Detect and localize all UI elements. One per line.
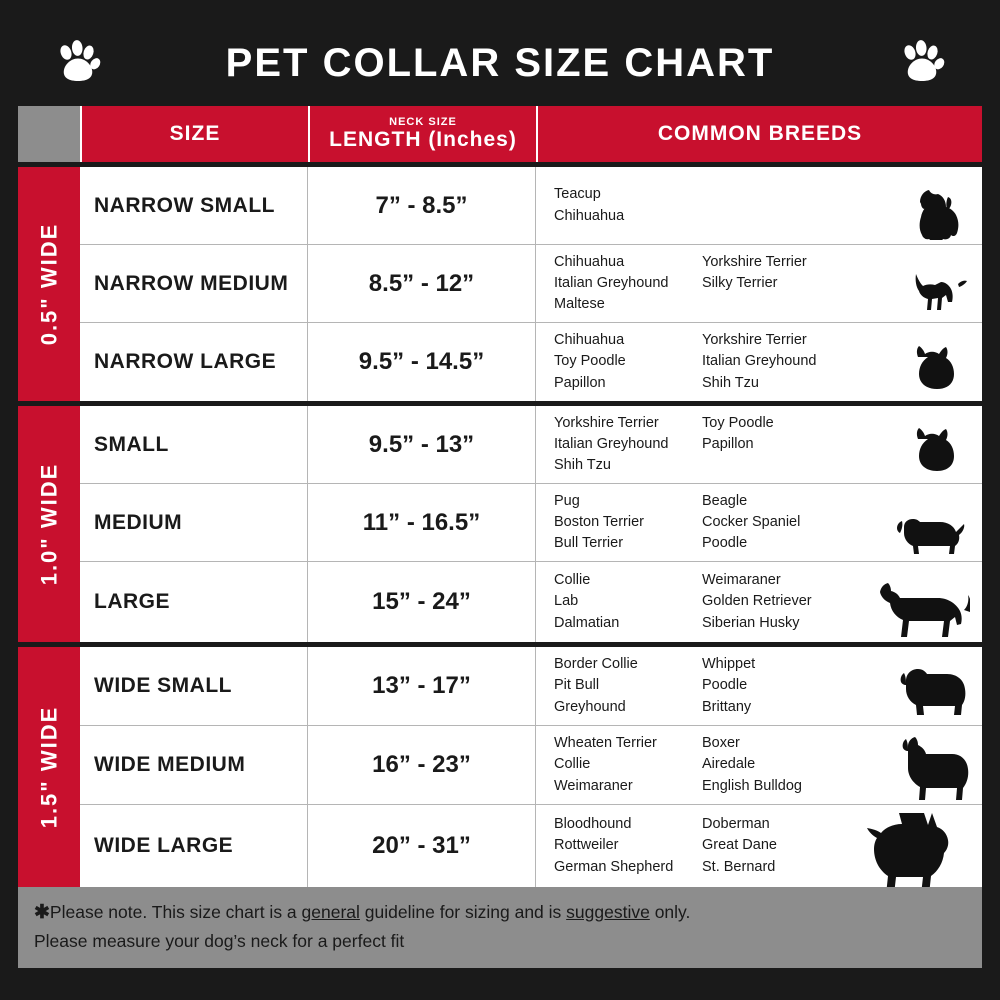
group-width-label — [18, 406, 80, 642]
chihuahua-silhouette — [850, 249, 970, 318]
breeds-column-2 — [702, 491, 850, 554]
boxer-silhouette — [850, 730, 970, 800]
row-size: LARGE — [80, 562, 308, 642]
breed-item: Cocker Spaniel — [702, 513, 801, 530]
row-size: NARROW SMALL — [80, 167, 308, 244]
header-size: SIZE — [80, 106, 308, 162]
group-width-text: 1.0" WIDE — [36, 462, 62, 586]
breed-item: Wheaten Terrier — [554, 735, 657, 752]
footer-line-2: Please measure your dog’s neck for a perfect fit — [34, 930, 405, 951]
row-size: WIDE MEDIUM — [80, 726, 308, 804]
breed-item: Bull Terrier — [554, 535, 624, 551]
breeds-column-1 — [554, 330, 702, 393]
breed-item: Siberian Husky — [702, 614, 800, 631]
breed-item: Rottweiler — [554, 837, 619, 854]
papillon-silhouette — [850, 327, 970, 397]
breed-item: Boxer — [702, 735, 740, 752]
size-table — [18, 106, 982, 887]
header-length-label: LENGTH (Inches) — [329, 128, 517, 152]
yorkie-silhouette — [850, 171, 970, 240]
breed-item: Teacup — [554, 186, 601, 203]
group-1-5-wide — [18, 642, 982, 887]
row-length: 20” - 31” — [308, 805, 536, 887]
breed-item: St. Bernard — [702, 858, 776, 875]
group-width-text: 1.5" WIDE — [36, 705, 62, 829]
breed-item: Papillon — [702, 435, 754, 452]
breed-item: Yorkshire Terrier — [702, 332, 807, 349]
table-row — [80, 406, 982, 484]
group-1-0-wide — [18, 401, 982, 642]
breed-item: Weimaraner — [554, 777, 633, 794]
header-length — [308, 106, 536, 162]
footer-line-1 — [34, 899, 966, 928]
row-breeds — [536, 406, 982, 483]
row-length: 16” - 23” — [308, 726, 536, 804]
breed-item: Weimaraner — [702, 572, 781, 589]
table-row — [80, 167, 982, 245]
row-length: 7” - 8.5” — [308, 167, 536, 244]
paw-icon — [898, 39, 946, 87]
breed-item: Brittany — [702, 698, 752, 715]
breed-item: Maltese — [554, 296, 605, 312]
bulldog-silhouette — [850, 651, 970, 721]
breeds-column-1 — [554, 654, 702, 717]
group-0-5-wide — [18, 162, 982, 401]
row-size: NARROW LARGE — [80, 323, 308, 401]
table-row — [80, 484, 982, 562]
doberman-silhouette — [842, 813, 970, 887]
header-blank-cell — [18, 106, 80, 162]
breed-item: Chihuahua — [554, 207, 625, 224]
row-size: SMALL — [80, 406, 308, 483]
row-breeds — [536, 484, 982, 561]
header-breeds: COMMON BREEDS — [536, 106, 982, 162]
breed-item: Shih Tzu — [702, 374, 759, 391]
breed-item: Dalmatian — [554, 614, 620, 631]
breed-item: Pit Bull — [554, 677, 600, 694]
breeds-column-1 — [554, 570, 702, 633]
footer-underline-suggestive: suggestive — [566, 902, 650, 922]
breeds-column-2 — [702, 252, 850, 315]
paw-icon — [54, 39, 102, 87]
breed-item: Great Dane — [702, 837, 777, 854]
breed-item: Toy Poodle — [554, 353, 626, 370]
row-size: WIDE LARGE — [80, 805, 308, 887]
breed-item: Bloodhound — [554, 816, 632, 833]
footer-text-b: guideline for sizing and is — [359, 902, 567, 922]
retriever-silhouette — [850, 566, 970, 638]
breed-item: Papillon — [554, 374, 606, 391]
group-width-label — [18, 167, 80, 401]
breed-item: Yorkshire Terrier — [554, 414, 659, 431]
breeds-column-2 — [702, 570, 850, 633]
breeds-column-1 — [554, 814, 702, 877]
table-row — [80, 647, 982, 726]
asterisk-icon: ✱ — [34, 902, 50, 923]
row-length: 9.5” - 13” — [308, 406, 536, 483]
row-length: 15” - 24” — [308, 562, 536, 642]
pug-silhouette — [850, 488, 970, 557]
breeds-column-1 — [554, 252, 702, 315]
breed-item: Chihuahua — [554, 332, 625, 349]
chart-header — [18, 20, 982, 106]
breed-item: Collie — [554, 756, 591, 773]
breed-item: Greyhound — [554, 698, 626, 715]
row-length: 13” - 17” — [308, 647, 536, 725]
breed-item: Boston Terrier — [554, 513, 644, 530]
table-row — [80, 562, 982, 642]
footer-text-a: Please note. This size chart is a — [49, 902, 302, 922]
footer-note — [18, 887, 982, 968]
breed-item: Collie — [554, 572, 591, 589]
breed-item: Border Collie — [554, 656, 638, 673]
breeds-column-2 — [702, 184, 850, 226]
breed-item: Poodle — [702, 677, 748, 694]
footer-underline-general: general — [301, 902, 360, 922]
breed-item: Golden Retriever — [702, 593, 812, 610]
breeds-column-2 — [702, 330, 850, 393]
row-length: 8.5” - 12” — [308, 245, 536, 322]
breed-item: Airedale — [702, 756, 756, 773]
breed-item: Italian Greyhound — [702, 353, 817, 370]
table-row — [80, 726, 982, 805]
breeds-column-2 — [702, 733, 850, 796]
breeds-column-1 — [554, 491, 702, 554]
row-size: WIDE SMALL — [80, 647, 308, 725]
page-title: PET COLLAR SIZE CHART — [225, 40, 775, 85]
breeds-column-1 — [554, 184, 702, 226]
papillon-silhouette — [850, 410, 970, 479]
row-length: 11” - 16.5” — [308, 484, 536, 561]
row-breeds — [536, 805, 982, 887]
breed-item: Pug — [554, 492, 580, 509]
breeds-column-2 — [702, 413, 850, 476]
breed-item: Beagle — [702, 492, 748, 509]
breed-item: Yorkshire Terrier — [702, 253, 807, 270]
footer-text-c: only. — [649, 902, 691, 922]
breed-item: Whippet — [702, 656, 756, 673]
group-width-text: 0.5" WIDE — [36, 222, 62, 346]
breed-item: Lab — [554, 593, 579, 610]
breeds-column-1 — [554, 413, 702, 476]
breed-item: Poodle — [702, 535, 748, 551]
breeds-column-2 — [702, 654, 850, 717]
breeds-column-2 — [702, 814, 850, 877]
breed-item: German Shepherd — [554, 858, 674, 875]
table-row — [80, 245, 982, 323]
breed-item: Silky Terrier — [702, 274, 778, 291]
row-breeds — [536, 726, 982, 804]
breed-item: Doberman — [702, 816, 770, 833]
header-neck-size-label: NECK SIZE — [389, 115, 457, 128]
row-size: MEDIUM — [80, 484, 308, 561]
row-breeds — [536, 245, 982, 322]
row-breeds — [536, 562, 982, 642]
row-breeds — [536, 167, 982, 244]
breed-item: Toy Poodle — [702, 414, 774, 431]
row-breeds — [536, 647, 982, 725]
table-row — [80, 805, 982, 887]
breed-item: Italian Greyhound — [554, 274, 669, 291]
breeds-column-1 — [554, 733, 702, 796]
row-breeds — [536, 323, 982, 401]
breed-item: Chihuahua — [554, 253, 625, 270]
breed-item: English Bulldog — [702, 777, 802, 794]
table-row — [80, 323, 982, 401]
row-length: 9.5” - 14.5” — [308, 323, 536, 401]
table-header-row — [18, 106, 982, 162]
breed-item: Shih Tzu — [554, 457, 611, 473]
group-width-label — [18, 647, 80, 887]
row-size: NARROW MEDIUM — [80, 245, 308, 322]
breed-item: Italian Greyhound — [554, 435, 669, 452]
